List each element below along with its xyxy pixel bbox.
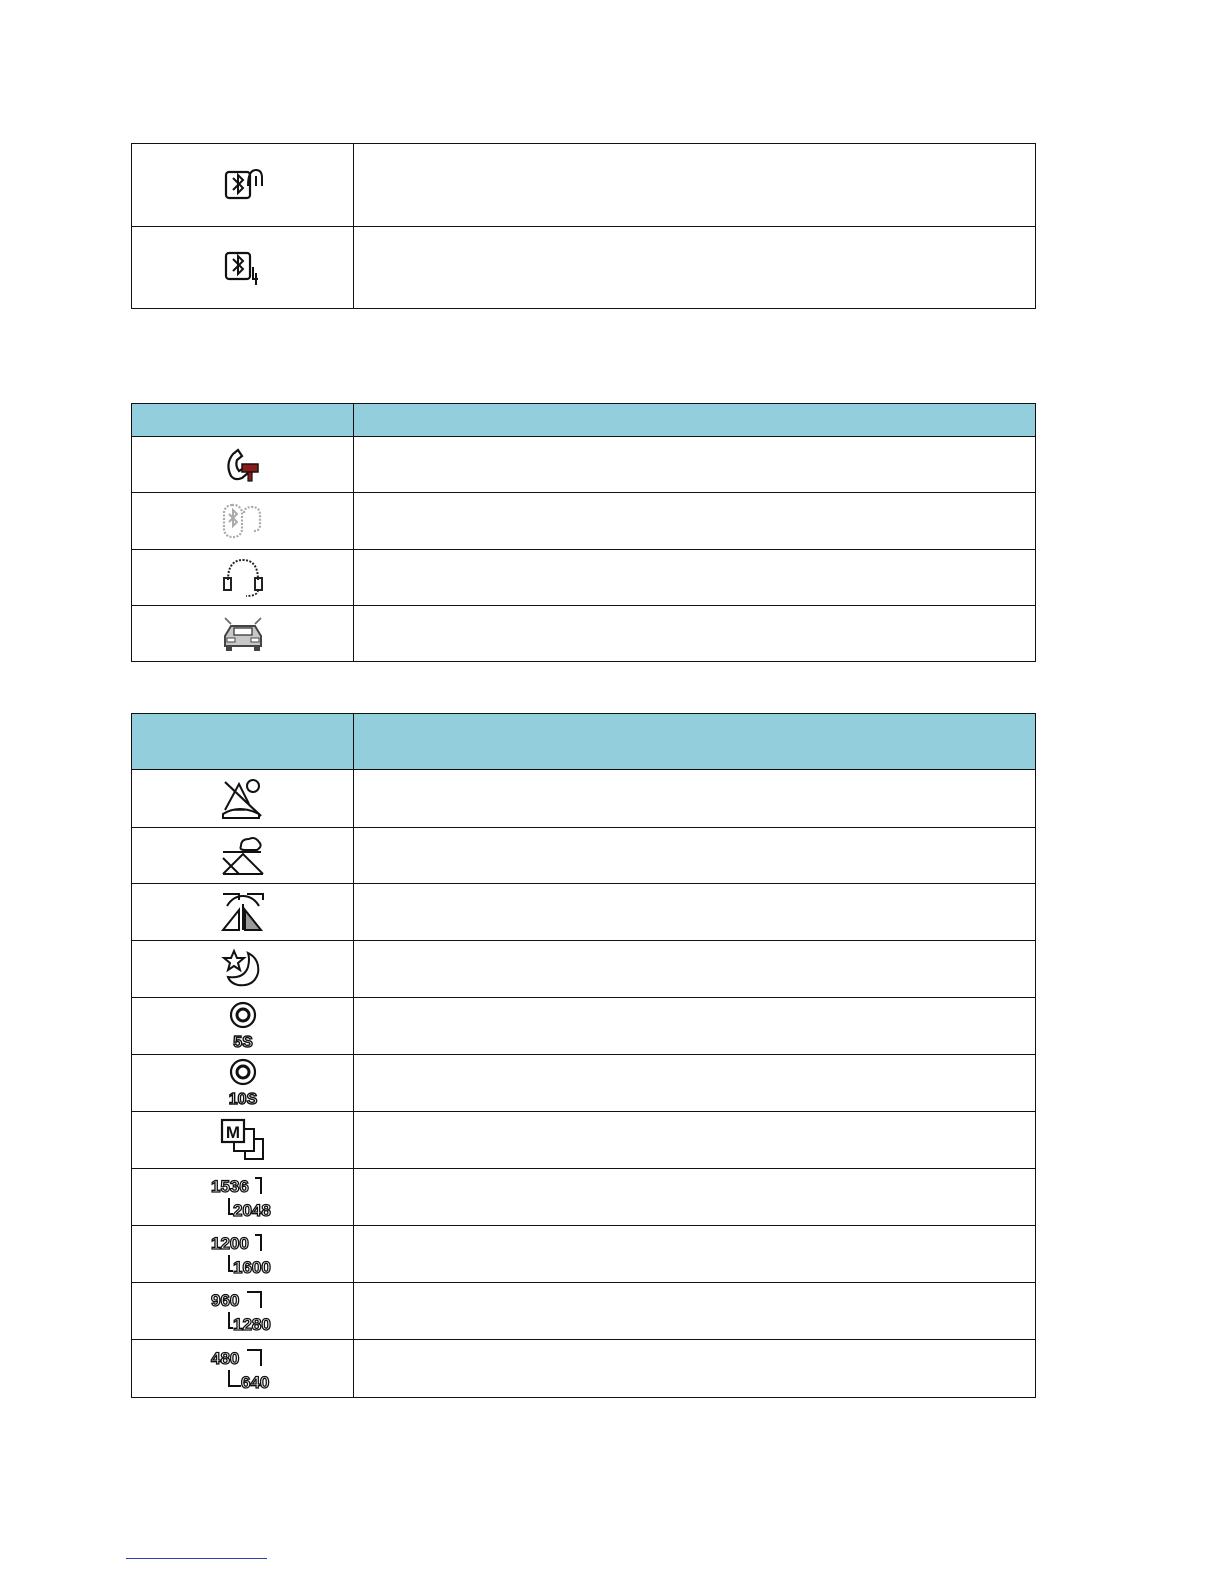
resolution-icon bbox=[209, 1231, 277, 1277]
icon-cell bbox=[132, 437, 354, 493]
icon-cell bbox=[132, 1055, 354, 1112]
resolution-icon bbox=[209, 1174, 277, 1220]
headset-icon bbox=[220, 556, 266, 600]
table-row bbox=[132, 828, 1036, 884]
bluetooth-handsfree-connected-icon bbox=[222, 249, 264, 287]
resolution-bottom: 1280 bbox=[232, 1315, 271, 1334]
icon-cell bbox=[132, 227, 354, 309]
timer-label: 10S bbox=[228, 1091, 257, 1108]
footer-rule bbox=[126, 1558, 267, 1559]
header-description-column bbox=[354, 404, 1036, 437]
table-row bbox=[132, 998, 1036, 1055]
icon-cell bbox=[132, 1340, 354, 1398]
resolution-bottom: 1600 bbox=[232, 1258, 271, 1277]
scene-night-icon bbox=[220, 947, 266, 991]
icon-cell bbox=[132, 998, 354, 1055]
header-icon-column bbox=[132, 714, 354, 770]
description-cell bbox=[354, 437, 1036, 493]
table-row bbox=[132, 493, 1036, 550]
description-cell bbox=[354, 1226, 1036, 1283]
car-kit-icon bbox=[219, 614, 267, 654]
table-row bbox=[132, 606, 1036, 662]
description-cell bbox=[354, 1169, 1036, 1226]
multi-shot-label: M bbox=[225, 1123, 240, 1142]
description-cell bbox=[354, 884, 1036, 941]
table-row bbox=[132, 550, 1036, 606]
description-cell bbox=[354, 227, 1036, 309]
table-row bbox=[132, 1340, 1036, 1398]
resolution-icon bbox=[209, 1288, 277, 1334]
timer-10s-icon bbox=[223, 1058, 263, 1108]
resolution-bottom: 2048 bbox=[232, 1201, 271, 1220]
camera-icons-table bbox=[131, 713, 1036, 1398]
description-cell bbox=[354, 493, 1036, 550]
icon-cell bbox=[132, 828, 354, 884]
table-row bbox=[132, 1055, 1036, 1112]
icon-cell bbox=[132, 1226, 354, 1283]
bluetooth-status-table bbox=[131, 143, 1036, 309]
header-icon-column bbox=[132, 404, 354, 437]
icon-cell bbox=[132, 493, 354, 550]
call-audio-table bbox=[131, 403, 1036, 662]
table-row bbox=[132, 437, 1036, 493]
table-row bbox=[132, 1112, 1036, 1169]
description-cell bbox=[354, 828, 1036, 884]
description-cell bbox=[354, 550, 1036, 606]
description-cell bbox=[354, 1340, 1036, 1398]
table-header-row bbox=[132, 714, 1036, 770]
bluetooth-headset-grey-icon bbox=[220, 501, 266, 541]
timer-5s-icon bbox=[223, 1001, 263, 1051]
icon-cell bbox=[132, 770, 354, 828]
resolution-top: 1200 bbox=[210, 1234, 249, 1253]
table-row bbox=[132, 227, 1036, 309]
multi-shot-icon bbox=[219, 1117, 267, 1163]
phone-mic-icon bbox=[223, 446, 263, 484]
scene-backlight-icon bbox=[219, 890, 267, 934]
resolution-top: 960 bbox=[210, 1291, 239, 1310]
table-row bbox=[132, 1226, 1036, 1283]
icon-cell bbox=[132, 1169, 354, 1226]
icon-cell bbox=[132, 1112, 354, 1169]
header-description-column bbox=[354, 714, 1036, 770]
table-row bbox=[132, 770, 1036, 828]
table-row bbox=[132, 941, 1036, 998]
description-cell bbox=[354, 1055, 1036, 1112]
table-row bbox=[132, 1283, 1036, 1340]
bluetooth-headset-connected-icon bbox=[222, 166, 264, 204]
timer-label: 5S bbox=[232, 1034, 253, 1051]
scene-auto-icon bbox=[219, 776, 267, 822]
scene-landscape-icon bbox=[219, 836, 267, 876]
icon-cell bbox=[132, 1283, 354, 1340]
table-row bbox=[132, 144, 1036, 227]
description-cell bbox=[354, 1112, 1036, 1169]
icon-cell bbox=[132, 144, 354, 227]
resolution-bottom: 640 bbox=[240, 1372, 269, 1392]
resolution-top: 480 bbox=[210, 1348, 239, 1368]
icon-cell bbox=[132, 550, 354, 606]
description-cell bbox=[354, 1283, 1036, 1340]
resolution-icon bbox=[209, 1346, 277, 1392]
description-cell bbox=[354, 144, 1036, 227]
description-cell bbox=[354, 770, 1036, 828]
icon-cell bbox=[132, 884, 354, 941]
resolution-top: 1536 bbox=[210, 1177, 249, 1196]
description-cell bbox=[354, 998, 1036, 1055]
table-header-row bbox=[132, 404, 1036, 437]
icon-cell bbox=[132, 941, 354, 998]
icon-cell bbox=[132, 606, 354, 662]
description-cell bbox=[354, 941, 1036, 998]
table-row bbox=[132, 1169, 1036, 1226]
table-row bbox=[132, 884, 1036, 941]
description-cell bbox=[354, 606, 1036, 662]
